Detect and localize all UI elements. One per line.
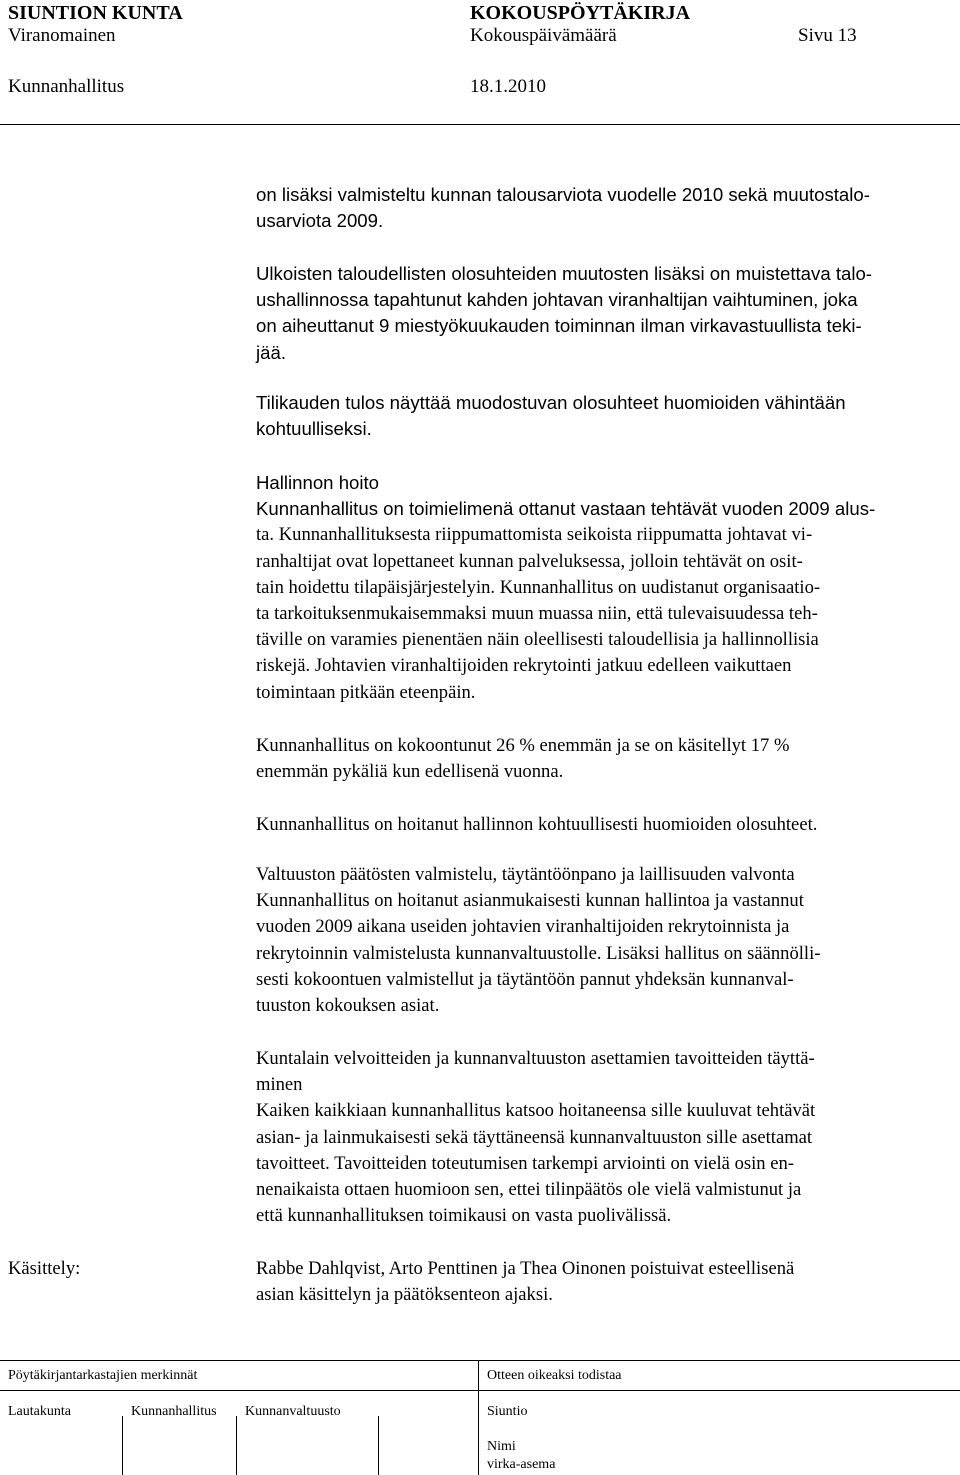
place-label: Siuntio bbox=[487, 1404, 528, 1419]
footer-signature-divider bbox=[236, 1416, 237, 1475]
text-line: on lisäksi valmisteltu kunnan talousarviota vuodelle 2010 sekä muutostalo- bbox=[256, 184, 870, 205]
paragraph-external-conditions bbox=[256, 261, 946, 366]
municipal-board-column-label: Kunnanhallitus bbox=[131, 1404, 217, 1419]
paragraph-meetings bbox=[256, 733, 946, 785]
org-name: SIUNTION KUNTA bbox=[8, 2, 183, 24]
footer-mid-rule bbox=[0, 1390, 960, 1391]
text-line: asian käsittelyn ja päätöksenteon ajaksi. bbox=[256, 1284, 553, 1306]
board-column-label: Lautakunta bbox=[8, 1404, 71, 1419]
header-rule bbox=[0, 124, 960, 125]
paragraph-municipal-act bbox=[256, 1046, 946, 1229]
text-line: Kunnanhallitus on hoitanut asianmukaisesti kunnan hallintoa ja vastannut bbox=[256, 890, 804, 912]
paragraph-summary bbox=[256, 812, 946, 838]
section-heading: minen bbox=[256, 1074, 303, 1096]
text-line: usarviota 2009. bbox=[256, 210, 384, 232]
certified-copy-label: Otteen oikeaksi todistaa bbox=[487, 1368, 622, 1383]
text-line: vuoden 2009 aikana useiden johtavien viranhaltijoiden rekrytoinnista ja bbox=[256, 916, 790, 938]
text-line: nenaikaista ottaen huomioon sen, ettei tilinpäätös ole vielä valmistunut ja bbox=[256, 1179, 802, 1201]
text-line: Kaiken kaikkiaan kunnanhallitus katsoo hoitaneensa sille kuuluvat tehtävät bbox=[256, 1100, 816, 1122]
text-line: asian- ja lainmukaisesti sekä täyttäneensä kunnanvaltuuston sille asettamat bbox=[256, 1126, 813, 1148]
council-column-label: Kunnanvaltuusto bbox=[245, 1404, 341, 1419]
text-line: tain hoidettu tilapäisjärjestelyin. Kunnanhallitus on uudistanut organisaatio- bbox=[256, 576, 821, 598]
document-type: KOKOUSPÖYTÄKIRJA bbox=[470, 2, 691, 24]
paragraph-administration bbox=[256, 470, 946, 706]
text-line: rekrytoinnin valmistelusta kunnanvaltuustolle. Lisäksi hallitus on säännölli- bbox=[256, 942, 821, 964]
authority-name: Kunnanhallitus bbox=[8, 76, 125, 97]
kasittely-label: Käsittely: bbox=[8, 1258, 81, 1279]
section-heading: Valtuuston päätösten valmistelu, täytäntöönpano ja laillisuuden valvonta bbox=[256, 864, 795, 885]
paragraph-fiscal-result bbox=[256, 390, 946, 442]
text-line: toimintaan pitkään eteenpäin. bbox=[256, 681, 476, 703]
text-line: tavoitteet. Tavoitteiden toteutumisen tarkempi arviointi on vielä osin en- bbox=[256, 1152, 794, 1174]
text-line: jää. bbox=[256, 341, 286, 363]
text-line: tuuston kokouksen asiat. bbox=[256, 995, 440, 1017]
page-number: Sivu 13 bbox=[798, 25, 857, 46]
name-label: Nimi bbox=[487, 1439, 516, 1454]
footer-signature-divider bbox=[122, 1416, 123, 1475]
text-line: enemmän pykäliä kun edellisenä vuonna. bbox=[256, 761, 564, 783]
text-line: täville on varamies pienentäen näin oleellisesti taloudellisia ja hallinnollisia bbox=[256, 629, 819, 651]
text-line: Kunnanhallitus on kokoontunut 26 % enemmän ja se on käsitellyt 17 % bbox=[256, 735, 790, 756]
text-line: ushallinnossa tapahtunut kahden johtavan viranhaltijan vaihtuminen, joka bbox=[256, 289, 858, 311]
authority-label: Viranomainen bbox=[8, 25, 116, 46]
text-line: Ulkoisten taloudellisten olosuhteiden muutosten lisäksi on muistettava talo- bbox=[256, 263, 872, 284]
text-line: Tilikauden tulos näyttää muodostuvan olosuhteet huomioiden vähintään bbox=[256, 392, 846, 413]
footer-divider bbox=[478, 1360, 479, 1475]
text-line: että kunnanhallituksen toimikausi on vasta puolivälissä. bbox=[256, 1205, 672, 1227]
footer-signature-divider bbox=[378, 1416, 379, 1475]
text-line: Kunnanhallitus on hoitanut hallinnon kohtuullisesti huomioiden olosuhteet. bbox=[256, 814, 818, 835]
document-footer bbox=[0, 1360, 960, 1475]
text-line: on aiheuttanut 9 miestyökuukauden toiminnan ilman virkavastuullista teki- bbox=[256, 315, 862, 337]
section-heading: Kuntalain velvoitteiden ja kunnanvaltuuston asettamien tavoitteiden täyttä- bbox=[256, 1048, 815, 1069]
paragraph-handling bbox=[256, 1256, 946, 1308]
text-line: riskejä. Johtavien viranhaltijoiden rekrytointi jatkuu edelleen vaikuttaen bbox=[256, 655, 792, 677]
text-line: ta tarkoituksenmukaisemmaksi muun muassa niin, että tulevaisuudessa teh- bbox=[256, 603, 818, 625]
inspectors-marks-label: Pöytäkirjantarkastajien merkinnät bbox=[8, 1368, 198, 1383]
text-line: Kunnanhallitus on toimielimenä ottanut vastaan tehtävät vuoden 2009 alus- bbox=[256, 498, 876, 520]
text-line: Rabbe Dahlqvist, Arto Penttinen ja Thea Oinonen poistuivat esteellisenä bbox=[256, 1258, 795, 1279]
position-label: virka-asema bbox=[487, 1457, 556, 1472]
text-line: ranhaltijat ovat lopettaneet kunnan palveluksessa, jolloin tehtävät on osit- bbox=[256, 550, 803, 572]
footer-top-rule bbox=[0, 1360, 960, 1361]
text-line: sesti kokoontuen valmistellut ja täytäntöön pannut yhdeksän kunnanval- bbox=[256, 968, 794, 990]
text-line: kohtuulliseksi. bbox=[256, 418, 372, 440]
text-line: ta. Kunnanhallituksesta riippumattomista seikoista riippumatta johtavat vi- bbox=[256, 524, 813, 546]
section-heading: Hallinnon hoito bbox=[256, 472, 380, 493]
paragraph-council-decisions bbox=[256, 862, 946, 1019]
paragraph-budget bbox=[256, 182, 946, 234]
meeting-date: 18.1.2010 bbox=[470, 76, 546, 97]
date-label: Kokouspäivämäärä bbox=[470, 25, 617, 46]
